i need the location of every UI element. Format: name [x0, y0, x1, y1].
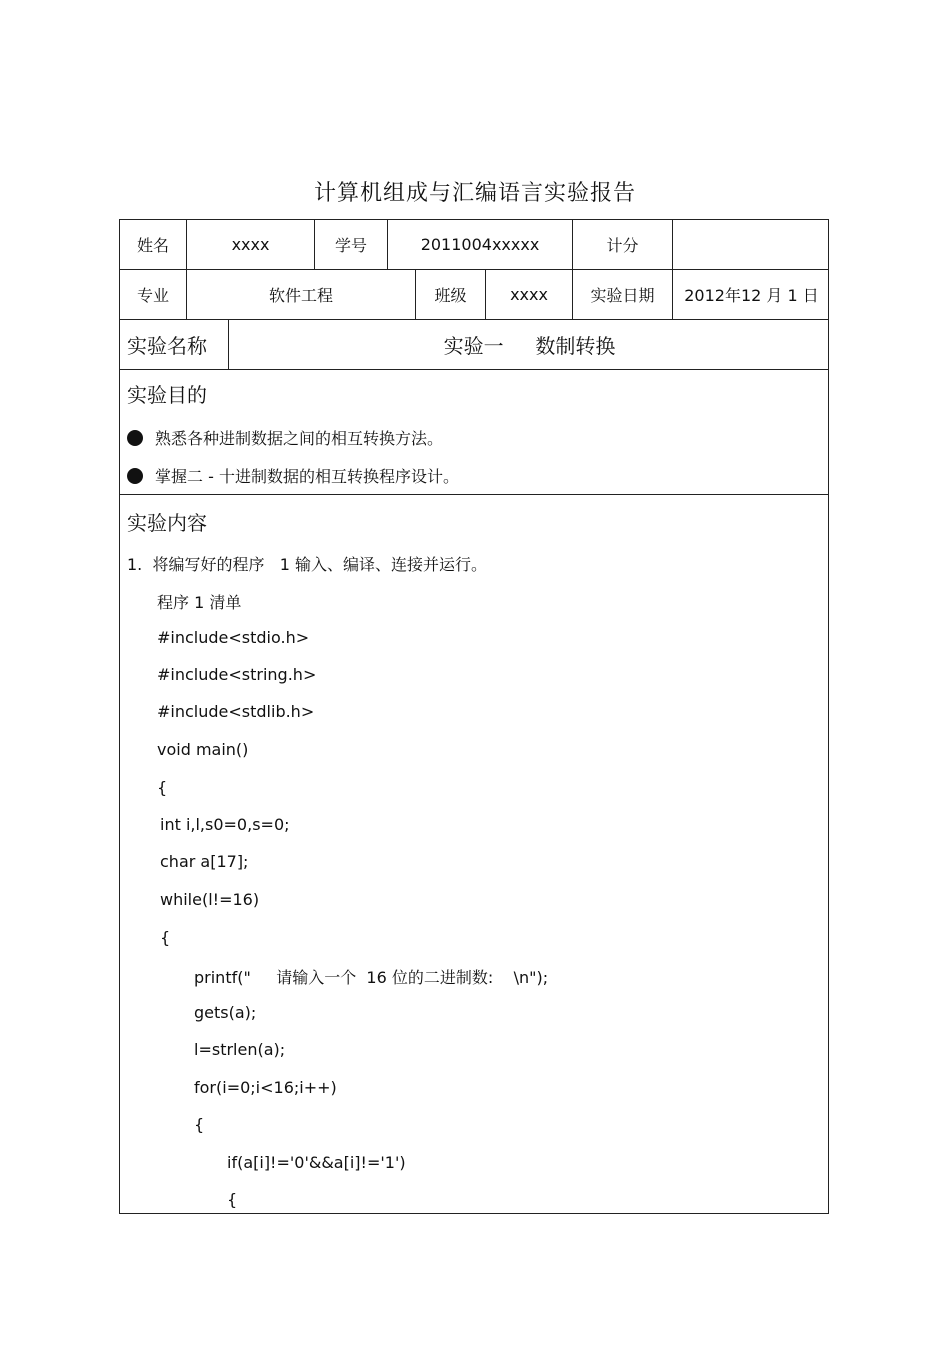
- code-line: #include<string.h>: [157, 665, 317, 684]
- date-value: 2012年12 月 1 日: [684, 286, 819, 305]
- report-table: [119, 219, 829, 1214]
- major-value: 软件工程: [187, 270, 416, 319]
- step-1-text: 1. 将编写好的程序 1 输入、编译、连接并运行。: [127, 555, 487, 574]
- code-line: {: [227, 1190, 238, 1209]
- info-row-1: [120, 220, 828, 270]
- name-value: xxxx: [187, 220, 315, 269]
- code-line: {: [157, 778, 168, 797]
- purpose-item-text: 熟悉各种进制数据之间的相互转换方法。: [155, 429, 444, 448]
- purpose-item: [127, 426, 443, 449]
- code-line: char a[17];: [160, 852, 249, 871]
- code-line: void main(): [157, 740, 249, 759]
- purpose-item-text: 掌握二 - 十进制数据的相互转换程序设计。: [155, 467, 459, 486]
- experiment-name-value: 实验一 数制转换: [443, 334, 616, 358]
- bullet-icon: [127, 430, 143, 446]
- code-line: int i,l,s0=0,s=0;: [160, 815, 290, 834]
- student-id-label: 学号: [315, 220, 388, 269]
- code-line: if(a[i]!='0'&&a[i]!='1'): [227, 1153, 406, 1172]
- purpose-item: [127, 464, 459, 487]
- major-label: 专业: [120, 270, 187, 319]
- code-line: for(i=0;i<16;i++): [194, 1078, 337, 1097]
- class-label: 班级: [416, 270, 486, 319]
- report-title: 计算机组成与汇编语言实验报告: [313, 181, 636, 206]
- purpose-section: [120, 370, 828, 495]
- score-label: 计分: [573, 220, 673, 269]
- code-line: l=strlen(a);: [194, 1040, 286, 1059]
- code-line: #include<stdlib.h>: [157, 702, 315, 721]
- code-line: {: [194, 1115, 205, 1134]
- code-line: printf(" 请输入一个 16 位的二进制数: \n");: [194, 968, 549, 987]
- purpose-heading: 实验目的: [127, 383, 207, 407]
- bullet-icon: [127, 468, 143, 484]
- date-label: 实验日期: [573, 270, 673, 319]
- experiment-name-label: 实验名称: [120, 320, 229, 369]
- name-label: 姓名: [120, 220, 187, 269]
- experiment-name-row: [120, 320, 828, 370]
- class-value: xxxx: [486, 270, 573, 319]
- code-line: gets(a);: [194, 1003, 257, 1022]
- info-row-2: [120, 270, 828, 320]
- content-heading: 实验内容: [127, 511, 207, 535]
- listing-title: 程序 1 清单: [157, 593, 242, 612]
- student-id-value: 2011004xxxxx: [388, 220, 573, 269]
- code-line: {: [160, 928, 171, 947]
- score-value: [673, 220, 830, 269]
- code-line: while(l!=16): [160, 890, 260, 909]
- content-section: [120, 495, 828, 1215]
- code-line: #include<stdio.h>: [157, 628, 310, 647]
